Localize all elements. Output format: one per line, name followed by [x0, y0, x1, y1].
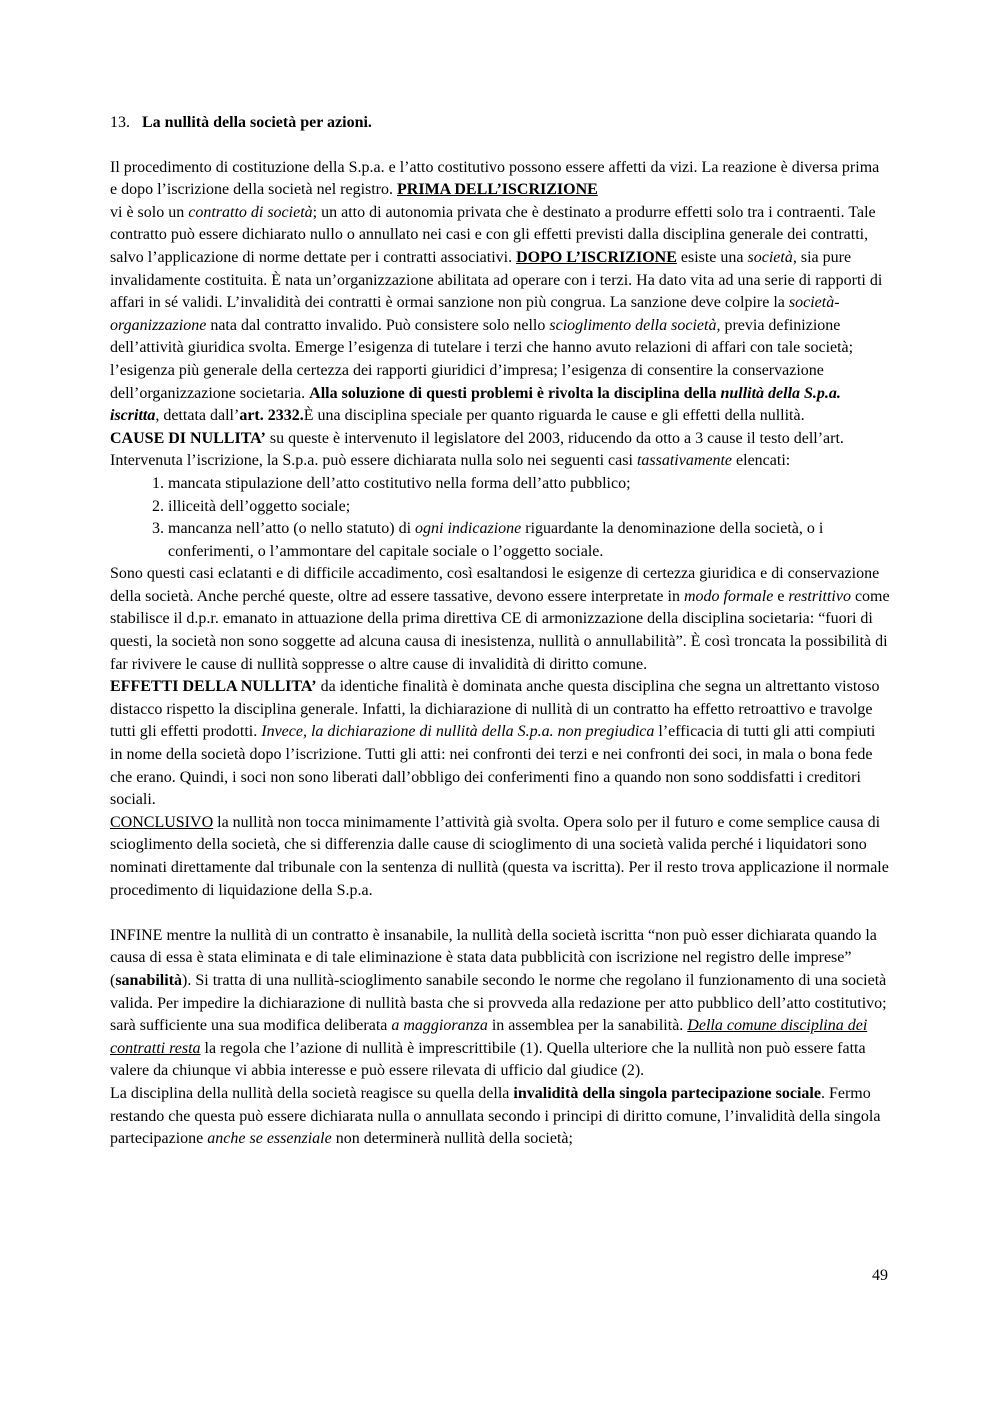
- text-run: Sono questi casi eclatanti e di difficile accadimento, così esaltandosi le esigenze di certezza giuridica e di conservazione della società. Anche perché queste, oltre ad essere tassative, devono essere interpretate in: [110, 565, 880, 605]
- italic-run: Invece, la dichiarazione di nullità della S.p.a. non pregiudica: [261, 723, 655, 741]
- text-run: in assemblea per la sanabilità.: [487, 1017, 688, 1035]
- paragraph-casi: [110, 563, 890, 676]
- text-run: la nullità non tocca minimamente l’attività già svolta. Opera solo per il futuro e come semplice causa di scioglimento della società, che si differenzia dalle cause di scioglimento di una società valida perché i liquidatori sono nominati direttamente dal tribunale con la sentenza di nullità (questa va iscritta). Per il resto trova applicazione il normale procedimento di liquidazione della S.p.a.: [110, 813, 889, 899]
- text-run: come stabilisce il d.p.r. emanato in attuazione della prima direttiva CE di armonizzazione della disciplina societaria: “fuori di questi, la società non sono soggette ad alcuna causa di inesistenza, nullità o annullabilità”. È così troncata la possibilità di far rivivere le cause di nullità soppresse o altre cause di invalidità di diritto comune.: [110, 587, 890, 673]
- text-run: , dettata dall’: [155, 407, 240, 425]
- paragraph-conclusivo: [110, 812, 890, 902]
- text-run: la regola che l’azione di nullità è imprescrittibile (1). Quella ulteriore che la nullità non può essere fatta valere da chiunque vi abbia interesse e può essere rilevata di ufficio dal giudice (2).: [110, 1039, 866, 1080]
- paragraph-intro: [110, 157, 890, 473]
- text-run: l’efficacia di tutti gli atti compiuti in nome della società dopo l’iscrizione. Tutti gli atti: nei confronti dei terzi e nei confronti dei soci, in mala o bona fede che erano. Quindi, i soci non sono liberati dall’obbligo dei conferimenti fino a quando non sono soddisfatti i creditori sociali.: [110, 723, 876, 809]
- page-content: [110, 112, 890, 1151]
- text-run: vi è solo un: [110, 203, 189, 221]
- text-run: Il procedimento di costituzione della S.p.a. e l’atto costitutivo possono essere affetti da vizi. La reazione è diversa prima e dopo l’iscrizione della società nel registro.: [110, 158, 880, 199]
- italic-underline-comune: Della comune disciplina dei contratti resta: [110, 1017, 868, 1057]
- section-number: 13.: [110, 114, 130, 131]
- section-heading: [110, 112, 890, 135]
- italic-societa: società: [747, 248, 793, 266]
- text-run: INFINE mentre la nullità di un contratto è insanabile, la nullità della società iscritta “non può esser dichiarata quando la causa di essa è stata eliminata e di tale eliminazione è stata data pubblicità con iscrizione nel registro delle imprese” (: [110, 926, 877, 989]
- text-run: , sia pure invalidamente costituita. È nata un’organizzazione abilitata ad operare con i terzi. Ha dato vita ad una serie di rapporti di affari in sé validi. L’invalidità dei contratti è ormai sanzione non più congrua. La sanzione deve colpire la: [110, 248, 883, 312]
- paragraph-partecipazione: [110, 1083, 890, 1151]
- list-item-text: illiceità dell’oggetto sociale;: [168, 497, 351, 515]
- list-item: [168, 518, 890, 563]
- list-item-text: mancata stipulazione dell’atto costitutivo nella forma dell’atto pubblico;: [168, 474, 631, 492]
- label-dopo-iscrizione: DOPO L’ISCRIZIONE: [516, 248, 677, 266]
- text-run: È una disciplina speciale per quanto riguarda le cause e gli effetti della nullità.: [303, 407, 805, 425]
- text-run: elencati:: [732, 452, 791, 470]
- italic-modo-formale: modo formale: [683, 587, 774, 605]
- text-run: su queste è intervenuto il legislatore del 2003, riducendo da otto a 3 cause il testo dell’art. Intervenuta l’iscrizione, la S.p.a. può essere dichiarata nulla solo nei seguenti casi: [110, 429, 844, 470]
- text-run: da identiche finalità è dominata anche questa disciplina che segna un altrettanto vistoso distacco rispetto la disciplina generale. Infatti, la dichiarazione di nullità di un contratto ha effetto retroattivo e travolge tutti gli effetti prodotti.: [110, 678, 880, 741]
- label-prima-iscrizione: PRIMA DELL’ISCRIZIONE: [397, 181, 598, 199]
- section-title: La nullità della società per azioni.: [142, 114, 372, 131]
- text-run: esiste una: [676, 248, 748, 266]
- text-run: non determinerà nullità della società;: [331, 1130, 573, 1148]
- text-run: ; un atto di autonomia privata che è destinato a produrre effetti solo tra i contraenti. Tale contratto può essere dichiarato nullo o annullato nei casi e con gli effetti previsti dalla disciplina generale dei contratti, salvo l’applicazione di norme dettate per i contratti associativi.: [110, 203, 876, 266]
- bold-italic-nullita: nullità della S.p.a. iscritta: [110, 384, 841, 425]
- text-run: La disciplina della nullità della società reagisce su quella della: [110, 1084, 514, 1102]
- bold-invalidita: invalidità della singola partecipazione sociale: [513, 1084, 821, 1102]
- italic-essenziale: anche se essenziale: [207, 1130, 332, 1148]
- text-run: nata dal contratto invalido. Può consistere solo nello: [206, 316, 550, 334]
- bold-article: art. 2332.: [239, 407, 304, 425]
- bold-run: Alla soluzione di questi problemi è rivolta la disciplina della: [309, 384, 721, 402]
- text-run: . Fermo restando che questa può essere dichiarata nulla o annullata secondo i principi di diritto comune, l’invalidità della singola partecipazione: [110, 1084, 881, 1148]
- italic-scioglimento: scioglimento della società,: [549, 316, 721, 334]
- label-cause-nullita: CAUSE DI NULLITA’: [110, 429, 266, 447]
- cause-list: [110, 473, 890, 563]
- text-run: e: [773, 587, 789, 605]
- italic-tassativamente: tassativamente: [636, 452, 733, 470]
- page-number: 49: [872, 1267, 888, 1284]
- paragraph-infine: [110, 925, 890, 1083]
- italic-restrittivo: restrittivo: [788, 587, 851, 605]
- label-conclusivo: CONCLUSIVO: [110, 813, 214, 831]
- italic-maggioranza: a maggioranza: [391, 1017, 488, 1035]
- italic-contratto: contratto di società: [188, 203, 313, 221]
- paragraph-gap: [110, 902, 890, 925]
- italic-societa-organizzazione: società-organizzazione: [110, 294, 840, 334]
- list-item-text: mancanza nell’atto (o nello statuto) di: [168, 520, 416, 538]
- list-item: [168, 473, 890, 496]
- label-effetti-nullita: EFFETTI DELLA NULLITA’: [110, 678, 317, 696]
- text-run: previa definizione dell’attività giuridica svolta. Emerge l’esigenza di tutelare i terzi che hanno avuto relazioni di affari con tale società; l’esigenza più generale della certezza dei rapporti giuridici d’impresa; l’esigenza di consentire la conservazione dell’organizzazione societaria.: [110, 316, 854, 402]
- paragraph-effetti: [110, 676, 890, 812]
- text-run: ). Si tratta di una nullità-scioglimento sanabile secondo le norme che regolano il funzionamento di una società valida. Per impedire la dichiarazione di nullità basta che si provveda alla redazione per atto pubblico dell’atto costitutivo; sarà sufficiente una sua modifica deliberata: [110, 971, 887, 1035]
- bold-sanabilita: sanabilità: [115, 971, 183, 989]
- list-item-text: riguardante la denominazione della società, o i conferimenti, o l’ammontare del capitale sociale o l’oggetto sociale.: [168, 520, 824, 560]
- italic-ogni-indicazione: ogni indicazione: [415, 520, 522, 538]
- list-item: [168, 496, 890, 519]
